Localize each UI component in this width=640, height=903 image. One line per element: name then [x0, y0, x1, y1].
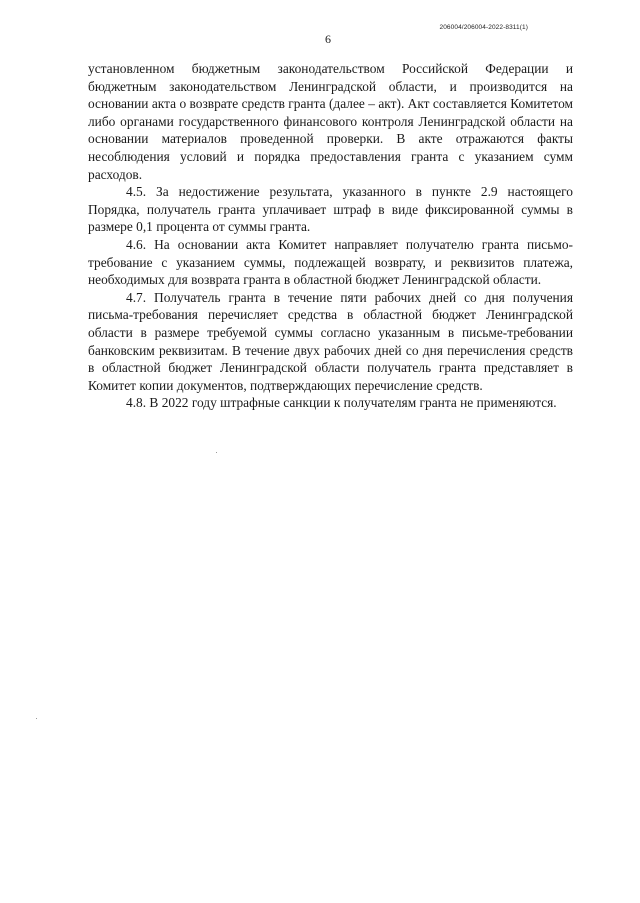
scan-artifact-dot	[36, 718, 37, 719]
scan-artifact-dot	[216, 452, 217, 453]
paragraph-4-8: 4.8. В 2022 году штрафные санкции к получателям гранта не применяются.	[126, 395, 557, 411]
document-id: 206004/206004-2022-8311(1)	[439, 24, 528, 31]
paragraph-4-6: 4.6. На основании акта Комитет направляет получателю гранта письмо-требование с указанием суммы, подлежащей возврату, и реквизитов платежа, необходимых для возврата гранта в областной бюджет Ленинградской области.	[88, 236, 573, 288]
paragraph-4-5: 4.5. За недостижение результата, указанного в пункте 2.9 настоящего Порядка, получатель гранта уплачивает штраф в виде фиксированной суммы в размере 0,1 процента от суммы гранта.	[88, 184, 573, 235]
page-number: 6	[325, 32, 331, 46]
paragraph-continuation: установленном бюджетным законодательством Российской Федерации и бюджетным законодательством Ленинградской области, и производится на основании акта о возврате средств гранта (далее – акт). Акт составляется Комитетом либо органами государственного финансового контроля Ленинградской области на основании материалов проведенной проверки. В акте отражаются факты несоблюдения условий и порядка предоставления гранта с указанием сумм расходов.	[88, 61, 573, 182]
document-body	[88, 60, 573, 412]
paragraph-4-7: 4.7. Получатель гранта в течение пяти рабочих дней со дня получения письма-требования перечисляет средства в областной бюджет Ленинградской области в размере требуемой суммы согласно указанным в письме-требовании банковским реквизитам. В течение двух рабочих дней со дня перечисления средств в областной бюджет Ленинградской области получатель гранта представляет в Комитет копии документов, подтверждающих перечисление средств.	[88, 289, 573, 393]
